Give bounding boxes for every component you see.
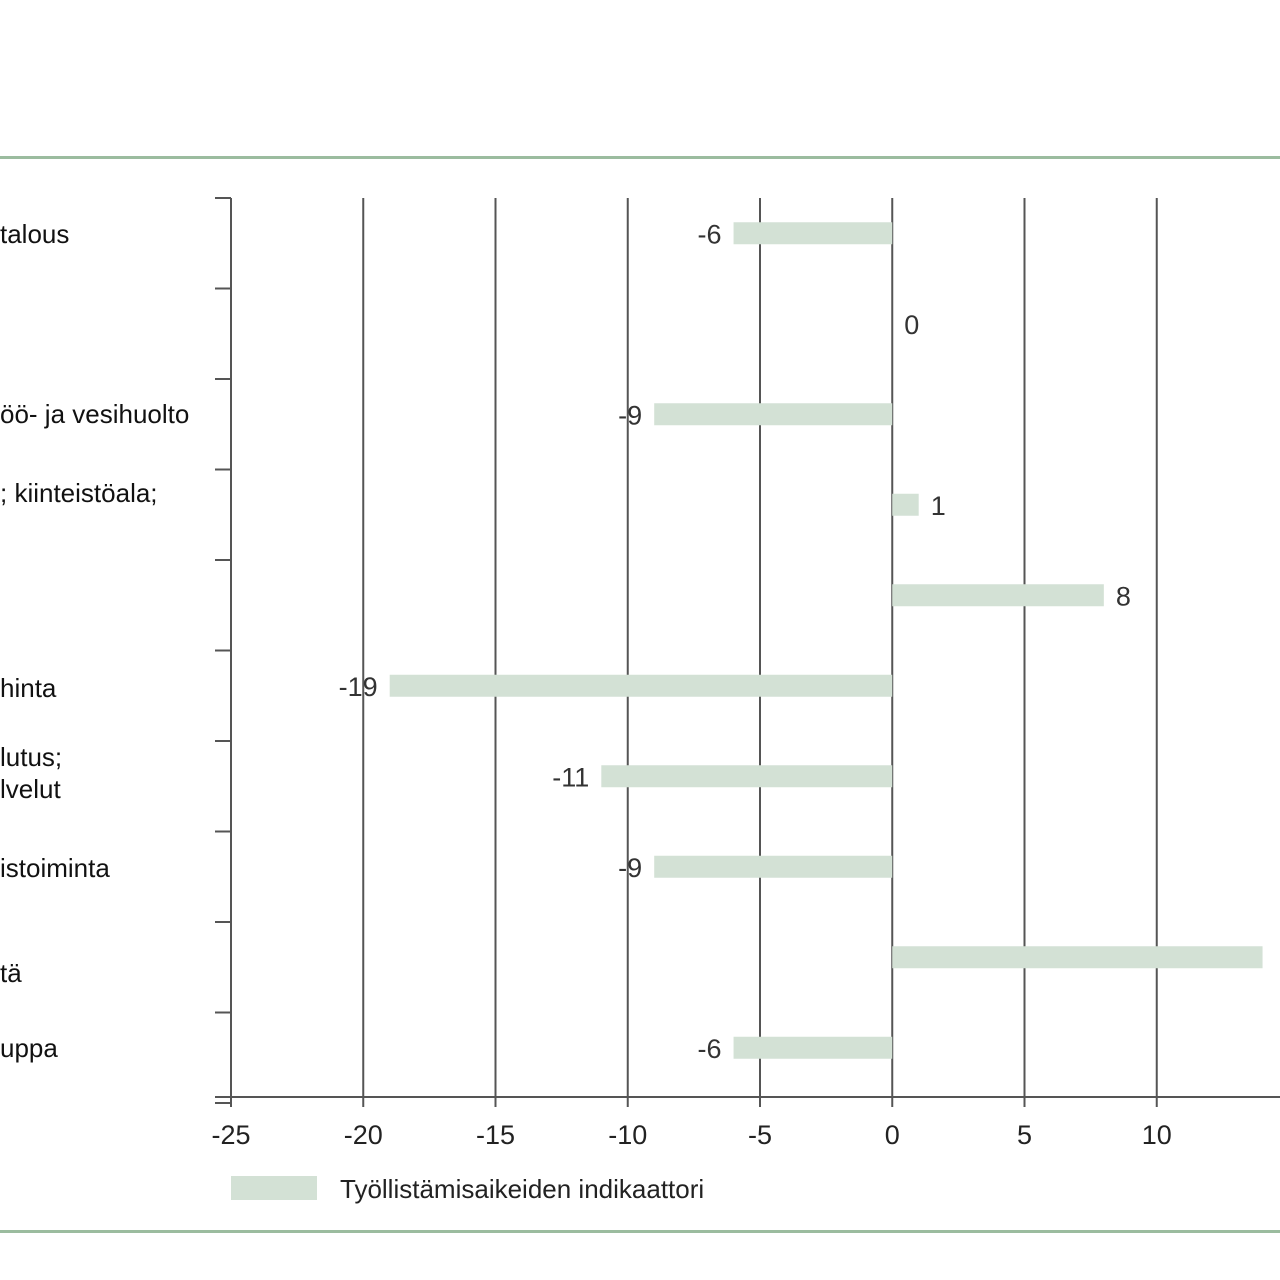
category-label bbox=[0, 673, 57, 703]
x-tick-label: -10 bbox=[608, 1120, 648, 1150]
x-tick-label: 0 bbox=[884, 1120, 900, 1150]
data-label: -9 bbox=[618, 400, 643, 431]
x-tick-label: -20 bbox=[343, 1120, 383, 1150]
category-label-line: talous bbox=[0, 219, 70, 249]
data-label: -6 bbox=[697, 219, 722, 250]
category-label bbox=[0, 219, 69, 249]
bar bbox=[390, 675, 893, 697]
data-label: 1 bbox=[930, 490, 946, 521]
category-label-line: lutus; bbox=[0, 742, 63, 772]
bar bbox=[892, 946, 1262, 968]
bars bbox=[339, 219, 1263, 1064]
bar bbox=[892, 494, 918, 516]
bar bbox=[654, 403, 892, 425]
x-tick-label: 5 bbox=[1016, 1120, 1033, 1150]
category-label-line: öö- ja vesihuolto bbox=[0, 399, 190, 429]
category-label bbox=[0, 478, 158, 508]
bar bbox=[892, 584, 1104, 606]
x-tick-label: -25 bbox=[211, 1120, 251, 1150]
x-tick-label: -15 bbox=[475, 1120, 516, 1150]
bar bbox=[734, 1037, 893, 1059]
data-label: 0 bbox=[904, 309, 920, 340]
bar bbox=[734, 222, 893, 244]
data-label: -9 bbox=[618, 852, 643, 883]
category-label bbox=[0, 958, 22, 988]
legend-swatch bbox=[231, 1176, 317, 1200]
category-label bbox=[0, 853, 110, 883]
category-label bbox=[0, 399, 189, 429]
data-label: -6 bbox=[697, 1033, 722, 1064]
category-label-line: lvelut bbox=[0, 774, 61, 804]
category-label bbox=[0, 1033, 58, 1063]
bar bbox=[601, 765, 892, 787]
legend bbox=[231, 1174, 704, 1204]
data-label: -19 bbox=[338, 671, 378, 702]
category-label-line: hinta bbox=[0, 673, 57, 703]
category-label-line: uppa bbox=[0, 1033, 58, 1063]
x-tick-label: 10 bbox=[1141, 1120, 1172, 1150]
category-labels bbox=[0, 219, 189, 1063]
category-label bbox=[0, 742, 62, 804]
data-label: 8 bbox=[1115, 581, 1131, 612]
x-tick-label: -5 bbox=[747, 1120, 773, 1150]
bar bbox=[654, 856, 892, 878]
data-label: -11 bbox=[552, 762, 590, 793]
category-label-line: istoiminta bbox=[0, 853, 110, 883]
category-label-line: tä bbox=[0, 958, 22, 988]
legend-label: Työllistämisaikeiden indikaattori bbox=[340, 1174, 705, 1204]
category-label-line: ; kiinteistöala; bbox=[0, 478, 158, 508]
